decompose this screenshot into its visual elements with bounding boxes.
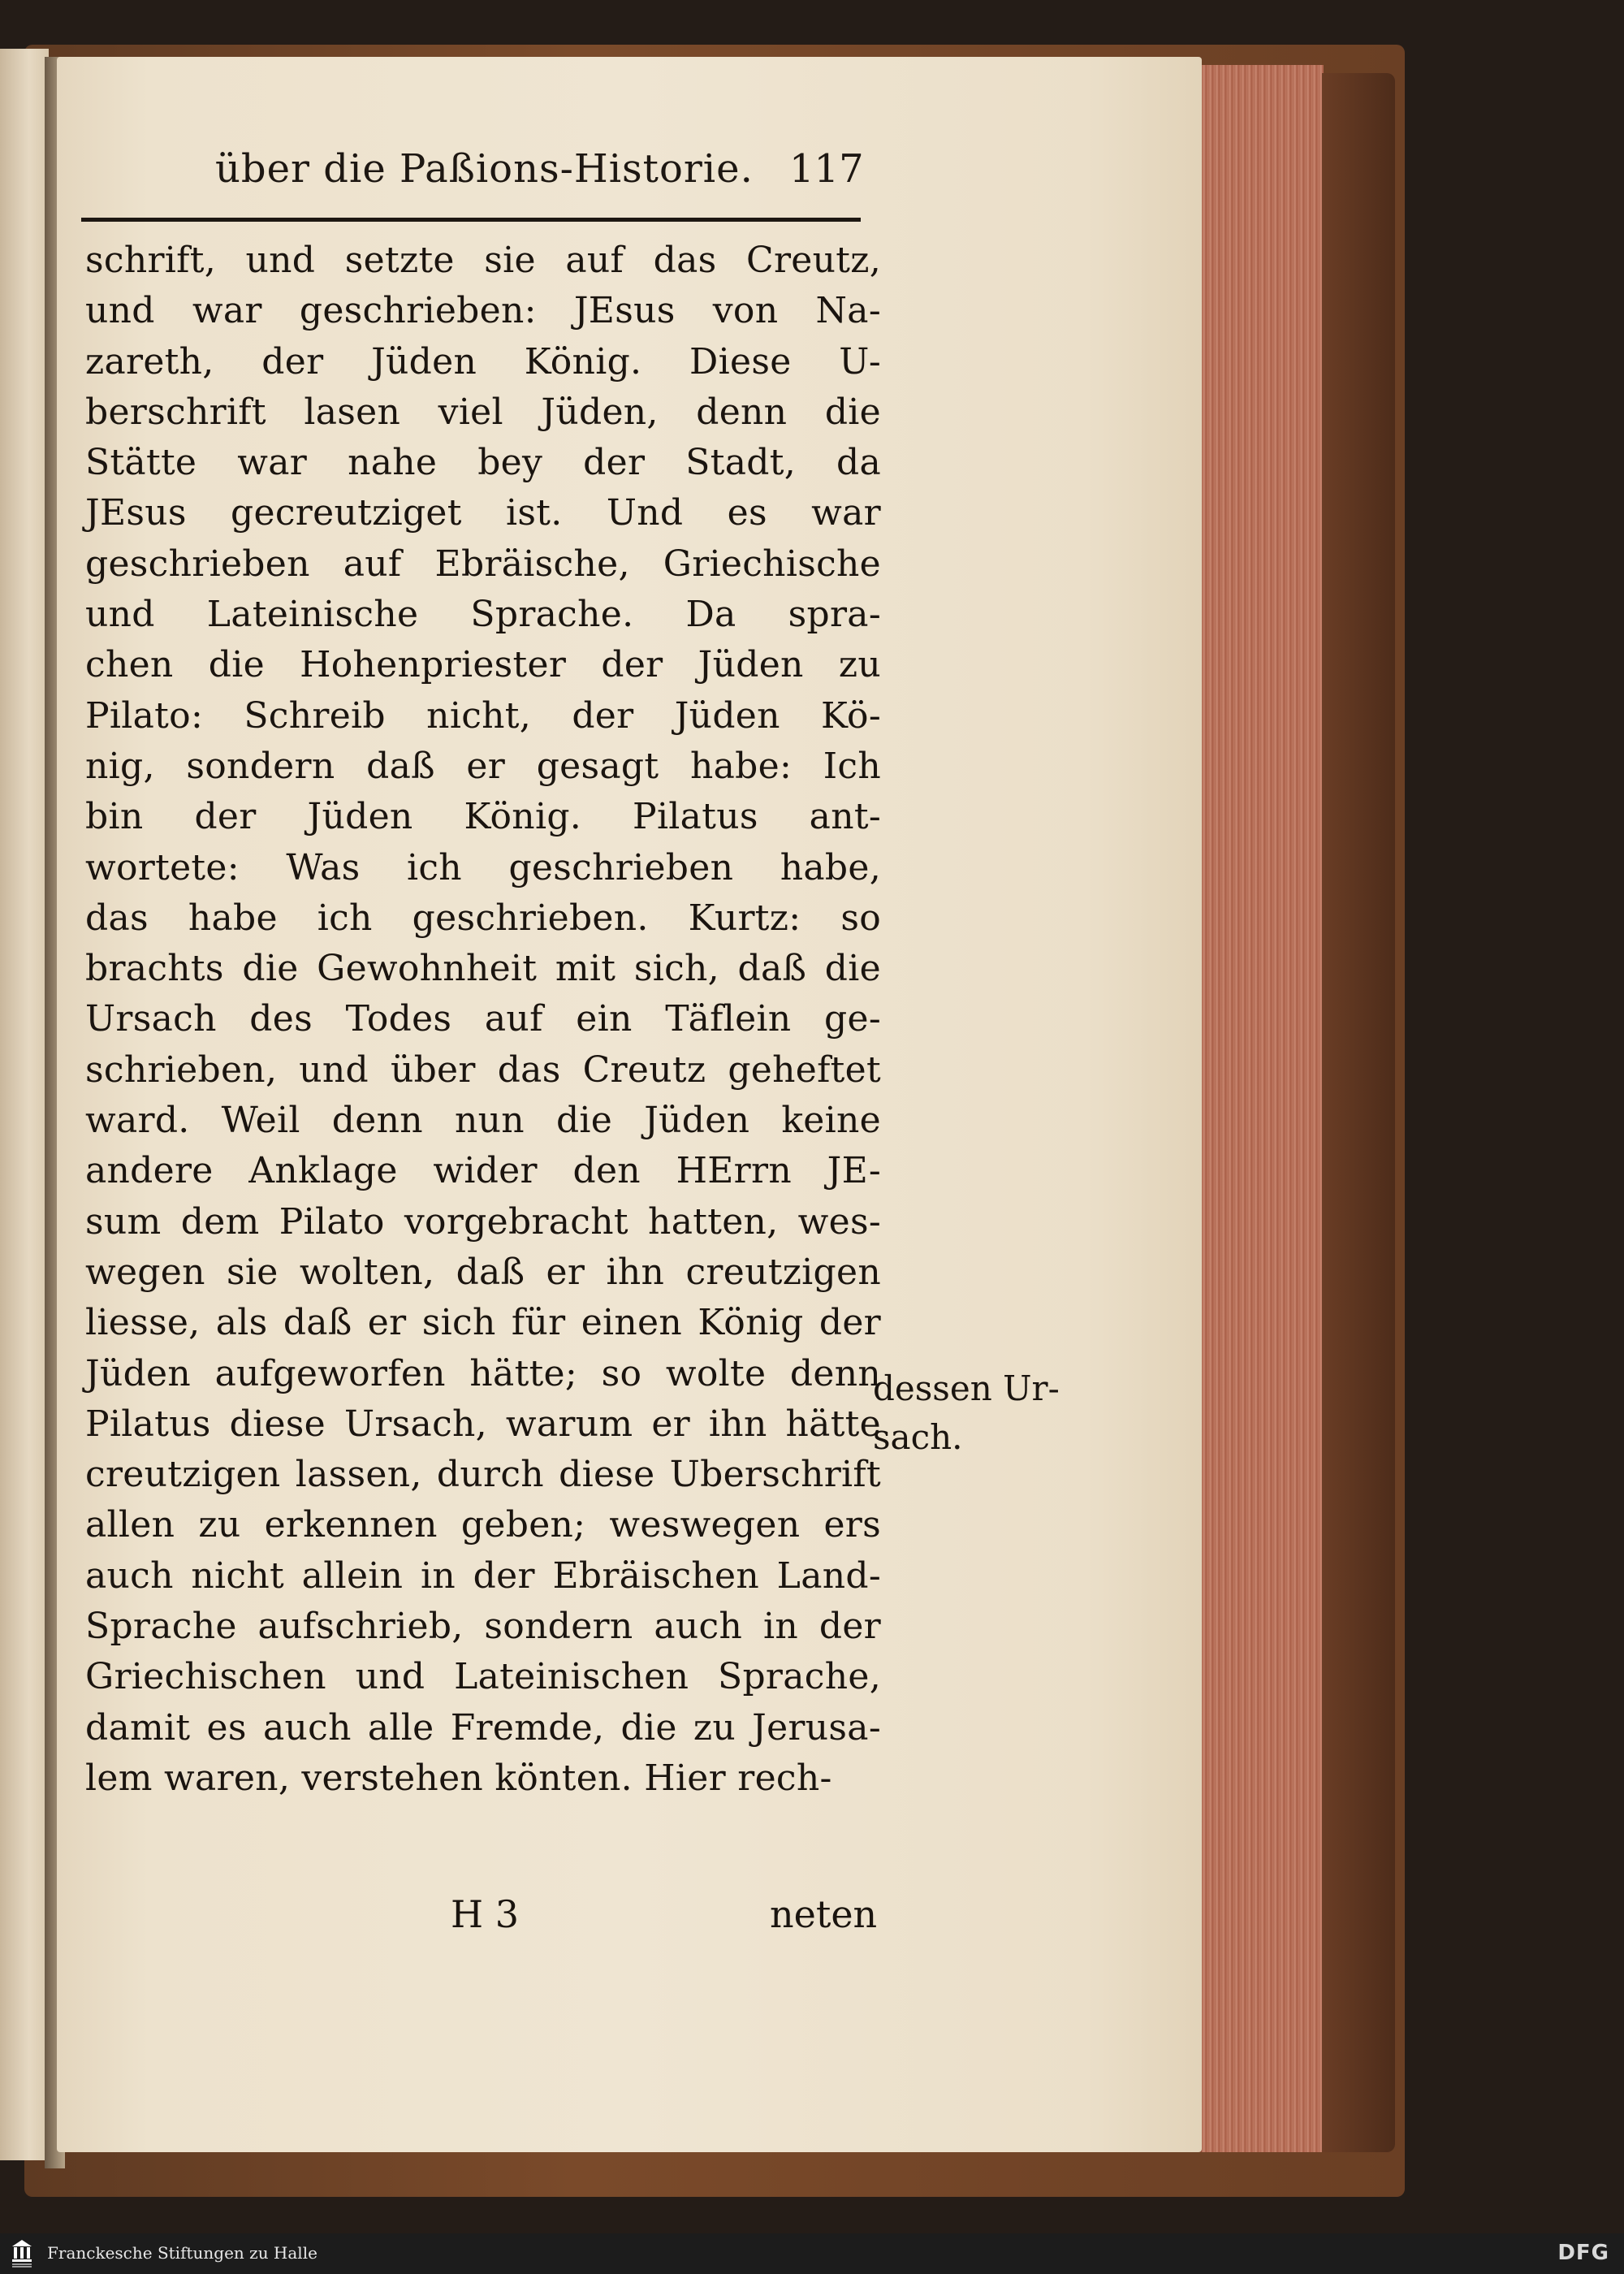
text-line: chen die Hohenpriester der Jüden zu <box>85 644 881 686</box>
text-line: Sprache aufschrieb, sondern auch in der <box>85 1606 881 1648</box>
header-rule <box>81 218 861 222</box>
text-line: andere Anklage wider den HErrn JE- <box>85 1150 881 1192</box>
cover-edge <box>1322 73 1395 2152</box>
text-line: schrift, und setzte sie auf das Creutz, <box>85 240 881 281</box>
margin-note-line: sach. <box>873 1417 963 1457</box>
text-line: damit es auch alle Fremde, die zu Jerusa- <box>85 1706 881 1749</box>
text-line: Ursach des Todes auf ein Täflein ge- <box>85 998 881 1040</box>
signature-mark: H 3 <box>451 1892 520 1936</box>
dfg-logo: DFG <box>1557 2241 1609 2265</box>
text-line: Stätte war nahe bey der Stadt, da <box>85 442 881 484</box>
text-line: auch nicht allein in der Ebräischen Land- <box>85 1554 881 1597</box>
text-line: bin der Jüden König. Pilatus ant- <box>85 796 881 838</box>
text-line: geschrieben auf Ebräische, Griechische <box>85 543 881 585</box>
footer-credit-link[interactable]: Franckesche Stiftungen zu Halle <box>47 2243 317 2263</box>
text-line: sum dem Pilato vorgebracht hatten, wes- <box>85 1200 881 1243</box>
text-line: das habe ich geschrieben. Kurtz: so <box>85 897 881 939</box>
margin-note <box>873 1364 1060 1462</box>
text-line: und Lateinische Sprache. Da spra- <box>85 594 881 636</box>
footer-bar <box>0 2233 1624 2274</box>
franckesche-stiftungen-logo-icon[interactable] <box>10 2238 34 2269</box>
margin-note-line: dessen Ur- <box>873 1368 1060 1408</box>
text-line: wortete: Was ich geschrieben habe, <box>85 846 881 888</box>
text-line: und war geschrieben: JEsus von Na- <box>85 290 881 332</box>
text-line: Jüden aufgeworfen hätte; so wolte denn <box>85 1352 881 1394</box>
text-line: Pilatus diese Ursach, warum er ihn hätte <box>85 1403 881 1445</box>
text-line: Pilato: Schreib nicht, der Jüden Kö- <box>85 694 881 737</box>
text-line: schrieben, und über das Creutz geheftet <box>85 1048 881 1091</box>
text-line: JEsus gecreutziget ist. Und es war <box>85 492 881 534</box>
left-page-edge <box>0 49 49 2160</box>
text-line: brachts die Gewohnheit mit sich, daß die <box>85 948 881 990</box>
text-line: lem waren, verstehen könten. Hier rech- <box>85 1757 832 1799</box>
text-line: allen zu erkennen geben; weswegen ers <box>85 1504 881 1546</box>
catchword: neten <box>770 1892 878 1936</box>
page-number: 117 <box>789 146 864 192</box>
text-line: berschrift lasen viel Jüden, denn die <box>85 391 881 433</box>
text-line: wegen sie wolten, daß er ihn creutzigen <box>85 1251 881 1293</box>
text-line: nig, sondern daß er gesagt habe: Ich <box>85 745 881 787</box>
text-line: liesse, als daß er sich für einen König der <box>85 1302 881 1344</box>
page-fore-edge <box>1200 65 1324 2152</box>
body-text <box>85 236 881 1804</box>
text-line: ward. Weil denn nun die Jüden keine <box>85 1100 881 1142</box>
text-line: Griechischen und Lateinischen Sprache, <box>85 1656 881 1698</box>
text-line: zareth, der Jüden König. Diese U- <box>85 340 881 383</box>
text-line: creutzigen lassen, durch diese Uberschrift <box>85 1454 881 1496</box>
running-head: über die Paßions-Historie. <box>215 146 754 192</box>
